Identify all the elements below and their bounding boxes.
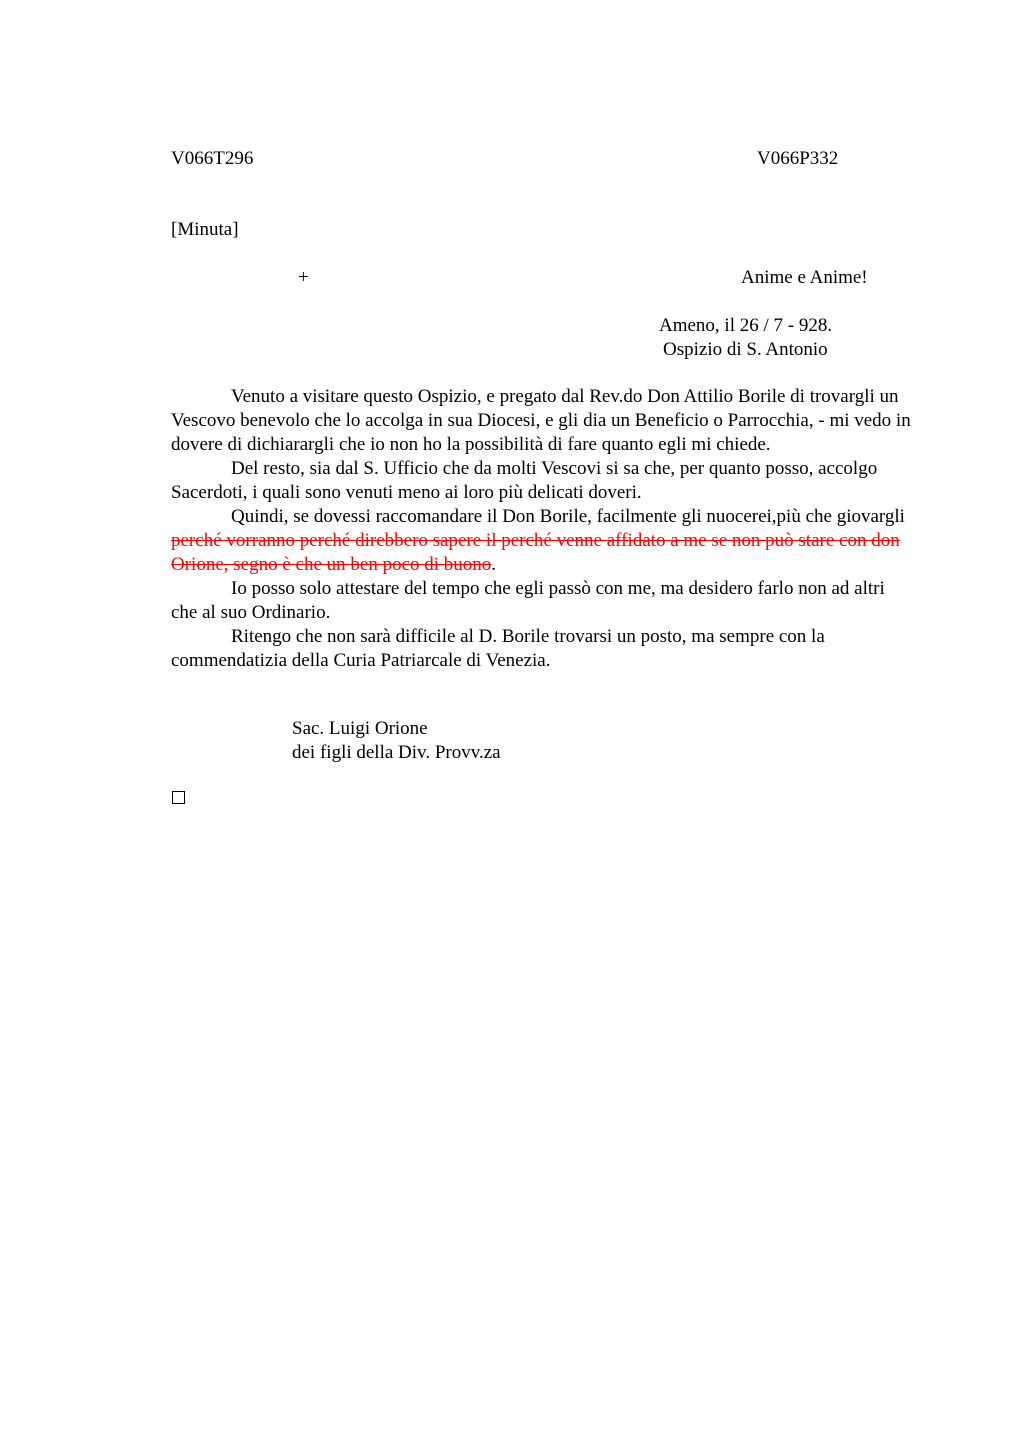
signature-name: Sac. Luigi Orione: [292, 718, 428, 739]
paragraph-3-text: Quindi, se dovessi raccomandare il Don Borile, facilmente gli nuocerei,più che giovargli: [231, 506, 905, 527]
motto: Anime e Anime!: [741, 267, 868, 288]
struck-through-text: perché vorranno perché direbbero sapere il perché venne affidato a me se non può stare con don Orione, segno è che un ben poco di buono: [171, 530, 900, 575]
checkbox-square-icon: [172, 791, 185, 804]
signature-congregation: dei figli della Div. Provv.za: [292, 742, 501, 763]
paragraph-3: [171, 505, 911, 577]
draft-label: [Minuta]: [171, 219, 239, 240]
paragraph-1: Venuto a visitare questo Ospizio, e pregato dal Rev.do Don Attilio Borile di trovargli un Vescovo benevolo che lo accolga in sua Diocesi, e gli dia un Beneficio o Parrocchia, - mi vedo in dovere di dichiarargli che io non ho la possibilità di fare quanto egli mi chiede.: [171, 386, 911, 455]
place-date: Ameno, il 26 / 7 - 928.: [659, 315, 833, 336]
document-ref-left: V066T296: [171, 148, 254, 169]
paragraph-4: Io posso solo attestare del tempo che egli passò con me, ma desidero farlo non ad altri che al suo Ordinario.: [171, 578, 885, 623]
document-ref-right: V066P332: [757, 148, 839, 169]
institution-name: Ospizio di S. Antonio: [663, 339, 828, 360]
paragraph-2: Del resto, sia dal S. Ufficio che da molti Vescovi si sa che, per quanto posso, accolgo Sacerdoti, i quali sono venuti meno ai loro più delicati doveri.: [171, 458, 878, 503]
paragraph-3-end: .: [491, 554, 497, 575]
cross-symbol: +: [298, 267, 309, 288]
letter-body: [171, 385, 911, 673]
paragraph-5: Ritengo che non sarà difficile al D. Borile trovarsi un posto, ma sempre con la commendatizia della Curia Patriarcale di Venezia.: [171, 626, 825, 671]
